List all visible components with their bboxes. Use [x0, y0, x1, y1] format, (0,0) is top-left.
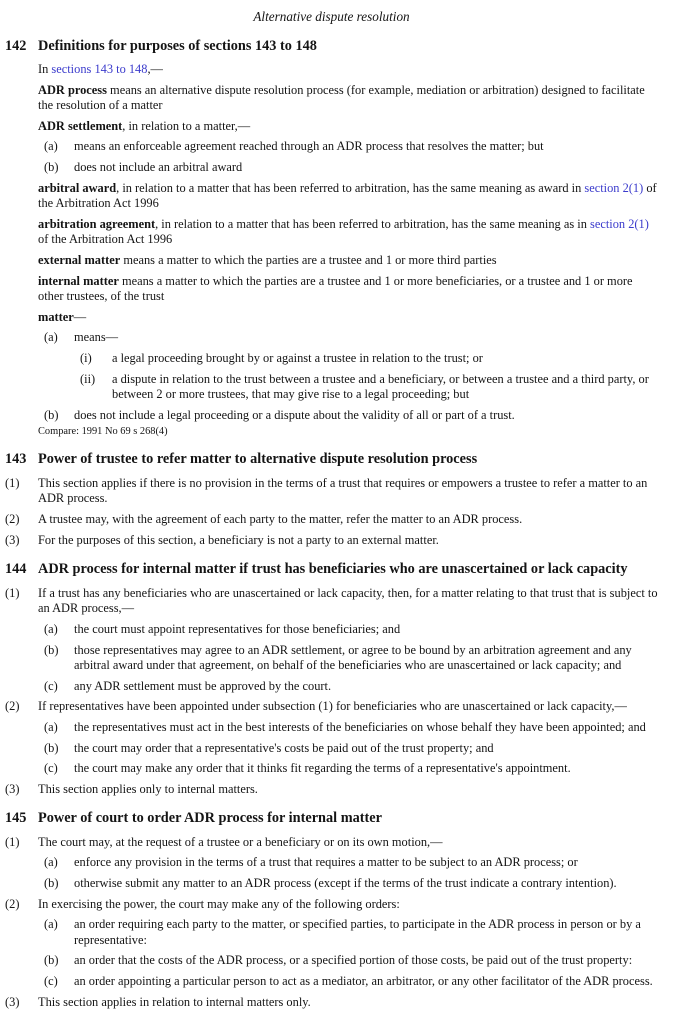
clause-label: (3) [5, 994, 20, 1009]
text-run: the court may make any order that it thinks fit regarding the terms of a representative's appointment. [74, 761, 571, 776]
text-run: enforce any provision in the terms of a trust that requires a matter to be subject to an ADR process; or [74, 855, 578, 870]
clause-label: (b) [44, 407, 59, 422]
subsection [5, 782, 658, 798]
text-run: For the purposes of this section, a beneficiary is not a party to an external matter. [38, 532, 439, 547]
clause-text [38, 835, 658, 851]
clause-label: (a) [44, 621, 58, 636]
section-number: 142 [5, 37, 27, 54]
text-run: the court may order that a representative's costs be paid out of the trust property; and [74, 740, 494, 755]
defined-term: external matter [38, 253, 121, 268]
clause-text [38, 586, 658, 617]
clause-text [38, 476, 658, 507]
text-run: of the Arbitration Act 1996 [38, 180, 657, 211]
clause [44, 741, 658, 757]
section-144-heading [5, 561, 658, 579]
clause-label: (b) [44, 642, 59, 657]
text-run: This section applies in relation to internal matters only. [38, 994, 311, 1009]
text-run: a dispute in relation to the trust between a trustee and a beneficiary, or between a trustee and a third party, or between 2 or more trustees, that may give rise to a legal proceeding; but [112, 371, 649, 402]
clause [44, 720, 658, 736]
section-title: Power of trustee to refer matter to alternative dispute resolution process [38, 451, 478, 468]
definition-paragraph [38, 62, 658, 78]
definition-paragraph [38, 181, 658, 212]
clause-label: (b) [44, 875, 59, 890]
text-run: This section applies only to internal matters. [38, 781, 258, 796]
text-run: In [38, 62, 52, 77]
text-run: of the Arbitration Act 1996 [38, 232, 173, 247]
subsection [5, 897, 658, 913]
subsection [5, 512, 658, 528]
clause [44, 622, 658, 638]
text-run: means an enforceable agreement reached through an ADR process that resolves the matter; but [74, 139, 544, 154]
section-142-heading [5, 38, 658, 56]
clause [44, 330, 658, 346]
clause [44, 761, 658, 777]
clause-text [74, 953, 658, 969]
text-run: means a matter to which the parties are a trustee and 1 or more third parties [120, 253, 497, 268]
text-run: means— [74, 330, 119, 345]
link-sections-143-to-148[interactable]: sections 143 to 148 [51, 62, 148, 77]
text-run: If a trust has any beneficiaries who are unascertained or lack capacity, then, for a matter relating to that trust that is subject to an ADR process,— [38, 585, 658, 616]
text-run: does not include an arbitral award [74, 160, 243, 175]
text-run: otherwise submit any matter to an ADR process (except if the terms of the trust indicate a contrary intention). [74, 875, 617, 890]
text-run: an order that the costs of the ADR process, or a specified portion of those costs, be paid out of the trust property: [74, 953, 633, 968]
text-run: — [73, 309, 87, 324]
clause-label: (a) [44, 719, 58, 734]
clause-label: (a) [44, 855, 58, 870]
clause-label: (c) [44, 973, 58, 988]
clause [44, 679, 658, 695]
text-run: , in relation to a matter that has been referred to arbitration, has the same meaning as award in [116, 180, 585, 195]
clause-label: (a) [44, 330, 58, 345]
subclause [80, 351, 658, 367]
clause [44, 408, 658, 424]
text-run: In exercising the power, the court may make any of the following orders: [38, 896, 400, 911]
section-143-heading [5, 451, 658, 469]
clause-label: (c) [44, 678, 58, 693]
clause-text [74, 876, 658, 892]
subsection [5, 476, 658, 507]
clause-label: (b) [44, 740, 59, 755]
text-run: any ADR settlement must be approved by the court. [74, 678, 332, 693]
clause-label: (3) [5, 781, 20, 796]
clause [44, 876, 658, 892]
text-run: an order requiring each party to the matter, or specified parties, to participate in the ADR process in person or by a representative: [74, 917, 641, 947]
clause [44, 139, 658, 155]
clause-label: (1) [5, 475, 20, 490]
clause-text [38, 533, 658, 549]
text-run: the court must appoint representatives for those beneficiaries; and [74, 621, 401, 636]
section-title: Power of court to order ADR process for internal matter [38, 810, 382, 827]
clause-label: (1) [5, 834, 20, 849]
clause [44, 974, 658, 990]
clause-label: (c) [44, 761, 58, 776]
section-number: 145 [5, 810, 27, 827]
text-run: , in relation to a matter that has been referred to arbitration, has the same meaning as in [155, 216, 590, 231]
clause-text [74, 643, 658, 674]
clause-label: (i) [80, 351, 92, 365]
clause-text [38, 995, 658, 1011]
clause [44, 855, 658, 871]
defined-term: matter [38, 309, 74, 324]
clause-text [74, 741, 658, 757]
clause-text [74, 855, 658, 871]
clause [44, 953, 658, 969]
clause [44, 160, 658, 176]
clause-label: (ii) [80, 371, 96, 386]
clause-label: (2) [5, 896, 20, 911]
clause-text [74, 720, 658, 736]
definition-paragraph [38, 119, 658, 135]
text-run: , in relation to a matter,— [122, 118, 251, 133]
clause-text [74, 408, 658, 424]
text-run: means a matter to which the parties are a trustee and 1 or more beneficiaries, or a trustee and 1 or more other trustees, of the trust [38, 273, 633, 304]
clause-text [74, 139, 658, 155]
subsection [5, 533, 658, 549]
text-run: If representatives have been appointed under subsection (1) for beneficiaries who are unascertained or lack capacity,— [38, 699, 627, 714]
subclause [80, 372, 658, 403]
clause [44, 643, 658, 674]
section-title: ADR process for internal matter if trust has beneficiaries who are unascertained or lack capacity [38, 561, 628, 578]
clause-label: (b) [44, 160, 59, 175]
text-run: A trustee may, with the agreement of each party to the matter, refer the matter to an ADR process. [38, 512, 523, 527]
section-number: 144 [5, 561, 27, 578]
clause-text [112, 351, 658, 367]
subsection [5, 835, 658, 851]
text-run: The court may, at the request of a trustee or a beneficiary or on its own motion,— [38, 834, 443, 849]
text-run: This section applies if there is no provision in the terms of a trust that requires or empowers a trustee to refer a matter to an ADR process. [38, 475, 648, 506]
clause-label: (b) [44, 953, 59, 968]
subsection [5, 586, 658, 617]
clause-text [38, 699, 658, 715]
text-run: an order appointing a particular person to act as a mediator, an arbitrator, or any other facilitator of the ADR process. [74, 973, 653, 988]
link-section-2-1-arbitration-agreement[interactable]: section 2(1) [590, 216, 649, 231]
clause-label: (a) [44, 917, 58, 932]
defined-term: arbitral award [38, 180, 117, 195]
text-run: those representatives may agree to an ADR settlement, or agree to be bound by an arbitration agreement and any arbitral award under that agreement, on behalf of the beneficiaries who are unascertained or lack capacity; and [74, 642, 632, 673]
text-run: the representatives must act in the best interests of the beneficiaries on whose behalf they have been appointed; and [74, 719, 646, 734]
definition-paragraph [38, 217, 658, 248]
text-run: ,— [147, 62, 163, 77]
document-heading: Alternative dispute resolution [253, 9, 410, 24]
clause-text [74, 679, 658, 695]
link-section-2-1-arbitral-award[interactable]: section 2(1) [584, 180, 644, 195]
compare-note [38, 426, 658, 438]
clause [44, 917, 658, 948]
clause-text [112, 372, 658, 403]
definition-paragraph [38, 83, 658, 114]
clause-label: (3) [5, 532, 20, 547]
definition-paragraph [38, 310, 658, 326]
text-run: Compare: 1991 No 69 s 268(4) [38, 426, 168, 438]
text-run: a legal proceeding brought by or against a trustee in relation to the trust; or [112, 351, 483, 365]
clause-text [38, 897, 658, 913]
clause-text [74, 917, 658, 948]
defined-term: ADR process [38, 82, 107, 97]
subsection [5, 699, 658, 715]
clause-text [38, 512, 658, 528]
clause-text [74, 974, 658, 990]
clause-label: (2) [5, 699, 20, 714]
clause-text [38, 782, 658, 798]
definition-paragraph [38, 253, 658, 269]
section-title: Definitions for purposes of sections 143 to 148 [38, 37, 317, 54]
subsection [5, 995, 658, 1011]
clause-label: (a) [44, 139, 58, 154]
defined-term: internal matter [38, 273, 119, 288]
text-run: means an alternative dispute resolution process (for example, mediation or arbitration) designed to facilitate the resolution of a matter [38, 82, 645, 113]
clause-label: (1) [5, 585, 20, 600]
clause-text [74, 622, 658, 638]
clause-label: (2) [5, 512, 20, 527]
text-run: does not include a legal proceeding or a dispute about the validity of all or part of a trust. [74, 407, 515, 422]
clause-text [74, 761, 658, 777]
clause-text [74, 160, 658, 176]
section-number: 143 [5, 451, 27, 468]
defined-term: arbitration agreement [38, 216, 156, 231]
clause-text [74, 330, 658, 346]
defined-term: ADR settlement [38, 118, 123, 133]
section-145-heading [5, 810, 658, 828]
document-body [5, 38, 658, 1011]
definition-paragraph [38, 274, 658, 305]
